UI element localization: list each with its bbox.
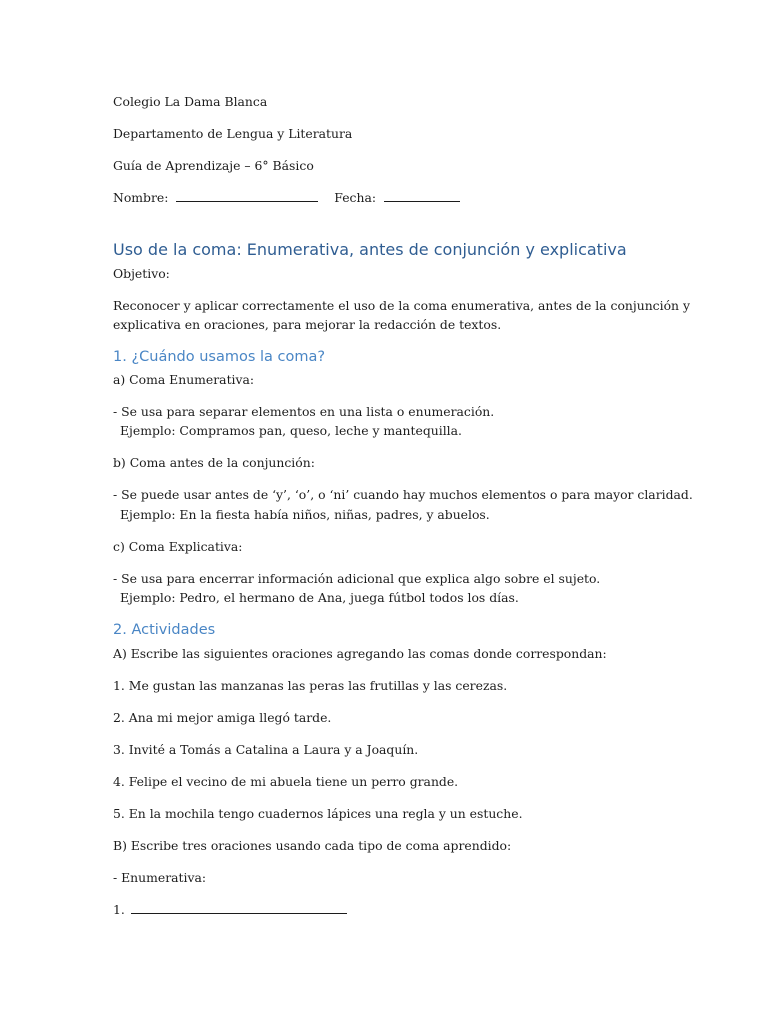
exercise-item: 4. Felipe el vecino de mi abuela tiene un perro grande.	[113, 774, 459, 789]
activity-b-instruction: B) Escribe tres oraciones usando cada tipo de coma aprendido:	[113, 838, 512, 853]
name-label: Nombre:	[113, 190, 169, 205]
coma-conjuncion-title: b) Coma antes de la conjunción:	[113, 455, 315, 470]
coma-explicativa-rule: - Se usa para encerrar información adicional que explica algo sobre el sujeto.	[113, 571, 601, 586]
exercise-item: 1. Me gustan las manzanas las peras las frutillas y las cerezas.	[113, 678, 508, 693]
section1-heading: 1. ¿Cuándo usamos la coma?	[113, 349, 326, 365]
coma-explicativa-title: c) Coma Explicativa:	[113, 539, 243, 554]
coma-enumerativa-rule: - Se usa para separar elementos en una lista o enumeración.	[113, 404, 495, 419]
exercise-item: 5. En la mochila tengo cuadernos lápices una regla y un estuche.	[113, 806, 523, 821]
objective-label: Objetivo:	[113, 266, 170, 281]
activity-a-instruction: A) Escribe las siguientes oraciones agregando las comas donde correspondan:	[113, 646, 607, 661]
answer-number: 1.	[113, 902, 125, 917]
page-title: Uso de la coma: Enumerativa, antes de conjunción y explicativa	[113, 240, 627, 259]
coma-conjuncion-example: Ejemplo: En la fiesta había niños, niñas, padres, y abuelos.	[120, 507, 490, 522]
objective-text-line2: explicativa en oraciones, para mejorar la redacción de textos.	[113, 317, 502, 332]
coma-enumerativa-title: a) Coma Enumerativa:	[113, 372, 255, 387]
date-blank[interactable]	[384, 188, 460, 202]
school-name: Colegio La Dama Blanca	[113, 94, 268, 109]
exercise-item: 2. Ana mi mejor amiga llegó tarde.	[113, 710, 332, 725]
name-date-row	[113, 188, 460, 208]
date-label: Fecha:	[334, 190, 377, 205]
section2-heading: 2. Actividades	[113, 622, 216, 638]
exercise-item: 3. Invité a Tomás a Catalina a Laura y a Joaquín.	[113, 742, 419, 757]
answer-line-row	[113, 900, 347, 920]
coma-enumerativa-example: Ejemplo: Compramos pan, queso, leche y mantequilla.	[120, 423, 462, 438]
objective-text-line1: Reconocer y aplicar correctamente el uso de la coma enumerativa, antes de la conjunción y	[113, 298, 690, 313]
coma-conjuncion-rule: - Se puede usar antes de ‘y’, ‘o’, o ‘ni’ cuando hay muchos elementos o para mayor claridad.	[113, 487, 693, 502]
coma-explicativa-example: Ejemplo: Pedro, el hermano de Ana, juega fútbol todos los días.	[120, 590, 519, 605]
enumerativa-label: - Enumerativa:	[113, 870, 207, 885]
guide-title: Guía de Aprendizaje – 6° Básico	[113, 158, 314, 173]
name-blank[interactable]	[176, 188, 318, 202]
answer-blank[interactable]	[131, 900, 347, 914]
department-name: Departamento de Lengua y Literatura	[113, 126, 353, 141]
